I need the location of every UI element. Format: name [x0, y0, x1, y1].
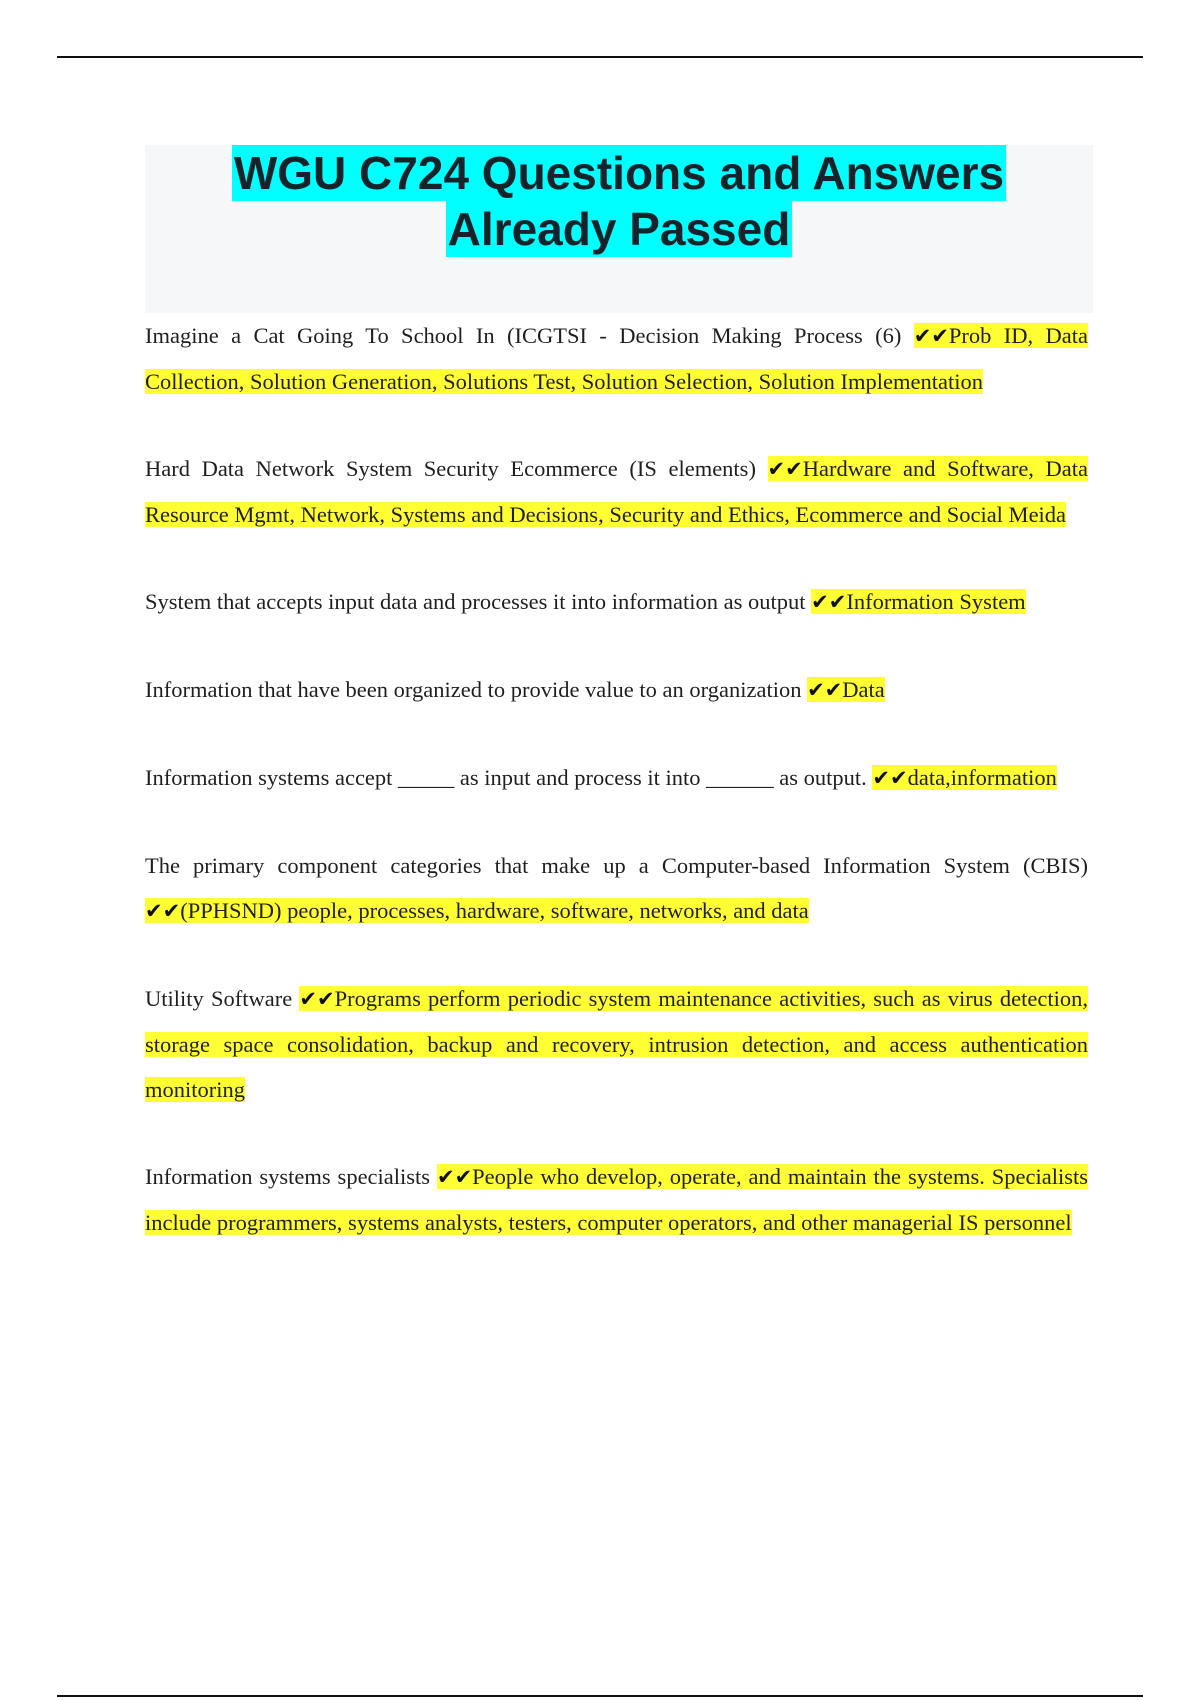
qa-item — [145, 579, 1088, 625]
answer-text: Data — [842, 677, 885, 702]
question-text: Information systems specialists — [145, 1164, 437, 1189]
document-title-line-1: WGU C724 Questions and Answers — [233, 147, 1005, 199]
question-text: The primary component categories that make up a Computer-based Information System (CBIS) — [145, 853, 1088, 878]
question-text: Utility Software — [145, 986, 300, 1011]
qa-item — [145, 667, 1088, 713]
question-text: System that accepts input data and processes it into information as output — [145, 589, 812, 614]
document-title-line-2: Already Passed — [447, 203, 791, 255]
qa-item — [145, 446, 1088, 537]
question-text: Imagine a Cat Going To School In (ICGTSI - Decision Making Process (6) — [145, 323, 914, 348]
double-check-icon: ✔✔ — [913, 324, 949, 348]
double-check-icon: ✔✔ — [436, 1165, 473, 1189]
double-check-icon: ✔✔ — [767, 457, 803, 481]
answer-highlight — [872, 765, 1057, 790]
answer-highlight — [811, 589, 1026, 614]
answer-highlight — [807, 677, 885, 702]
title-block — [145, 145, 1093, 313]
question-text: Information systems accept _____ as input and process it into ______ as output. — [145, 765, 873, 790]
answer-text: Programs perform periodic system maintenance activities, such as virus detection, storage space consolidation, backup and recovery, intrusion detection, and access authentication monitoring — [145, 986, 1088, 1102]
double-check-icon: ✔✔ — [811, 590, 847, 614]
document-page — [145, 145, 1088, 1287]
double-check-icon: ✔✔ — [807, 678, 843, 702]
answer-text: Prob ID, Data Collection, Solution Generation, Solutions Test, Solution Selection, Solution Implementation — [145, 323, 1088, 394]
qa-list — [145, 313, 1088, 1245]
qa-item — [145, 1154, 1088, 1245]
question-text: Hard Data Network System Security Ecommerce (IS elements) — [145, 456, 768, 481]
qa-item — [145, 313, 1088, 404]
bottom-rule — [57, 1695, 1143, 1697]
qa-item — [145, 976, 1088, 1112]
double-check-icon: ✔✔ — [872, 766, 908, 790]
double-check-icon: ✔✔ — [145, 899, 181, 923]
answer-text: (PPHSND) people, processes, hardware, software, networks, and data — [180, 898, 809, 923]
question-text: Information that have been organized to provide value to an organization — [145, 677, 808, 702]
answer-text: data,information — [907, 765, 1057, 790]
answer-text: Hardware and Software, Data Resource Mgmt, Network, Systems and Decisions, Security and Ethics, Ecommerce and Social Meida — [145, 456, 1088, 527]
answer-highlight — [145, 898, 809, 923]
answer-text: People who develop, operate, and maintain the systems. Specialists include programmers, systems analysts, testers, computer operators, and other managerial IS personnel — [145, 1164, 1088, 1235]
top-rule — [57, 56, 1143, 58]
qa-item — [145, 755, 1088, 801]
answer-text: Information System — [846, 589, 1026, 614]
double-check-icon: ✔✔ — [299, 987, 335, 1011]
qa-item — [145, 843, 1088, 934]
